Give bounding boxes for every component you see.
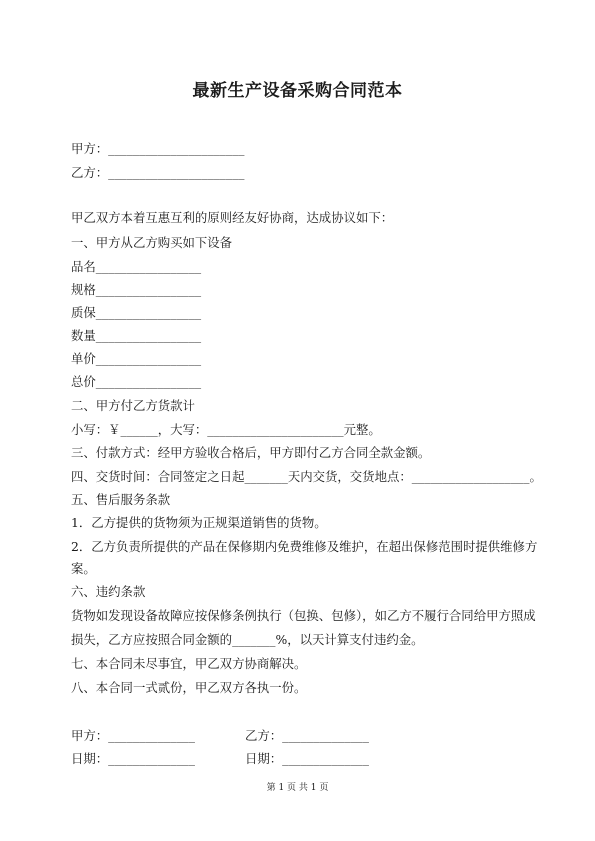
party-b-line: 乙方：______________________ [71,165,245,180]
sign-party-b: 乙方：______________ [245,728,369,743]
sign-party-a: 甲方：______________ [71,728,195,743]
sign-date-b: 日期：______________ [245,751,369,766]
section8: 八、本合同一式贰份，甲乙双方各执一份。 [71,680,307,695]
item-unit-price-field: 单价_________________ [71,351,202,366]
section1-heading: 一、甲方从乙方购买如下设备 [71,235,233,250]
item-total-field: 总价_________________ [71,374,202,389]
sign-date-a: 日期：______________ [71,751,195,766]
document-title: 最新生产设备采购合同范本 [192,81,403,101]
page-footer: 第 1 页 共 1 页 [266,783,329,793]
section5-heading: 五、售后服务条款 [71,492,171,507]
intro-text: 甲乙双方本着互惠互利的原则经友好协商，达成协议如下： [71,210,394,225]
clause5-2-line1: 2．乙方负责所提供的产品在保修期内免费维修及维护，在超出保修范围时提供维修方 [71,539,538,554]
clause5-1: 1．乙方提供的货物须为正规渠道销售的货物。 [71,515,327,530]
item-quantity-field: 数量_________________ [71,328,202,343]
section7: 七、本合同未尽事宜，甲乙双方协商解决。 [71,656,307,671]
section6-heading: 六、违约条款 [71,584,146,599]
item-spec-field: 规格_________________ [71,282,202,297]
section2-heading: 二、甲方付乙方货款计 [71,398,195,413]
item-name-field: 品名_________________ [71,259,202,274]
item-warranty-field: 质保_________________ [71,305,202,320]
clause6-line1: 货物如发现设备故障应按保修条例执行（包换、包修），如乙方不履行合同给甲方照成 [71,608,536,623]
clause5-2-line2: 案。 [71,561,96,576]
clause6-line2: 损失，乙方应按照合同金额的_______%，以天计算支付违约金。 [71,632,424,647]
section4-delivery: 四、交货时间：合同签定之日起_______天内交货，交货地点：___________________。 [71,469,542,484]
section3-payment: 三、付款方式：经甲方验收合格后，甲方即付乙方合同全款金额。 [71,445,431,460]
party-a-line: 甲方：______________________ [71,141,245,156]
amount-line: 小写：￥______，大写：______________________元整。 [71,422,381,437]
